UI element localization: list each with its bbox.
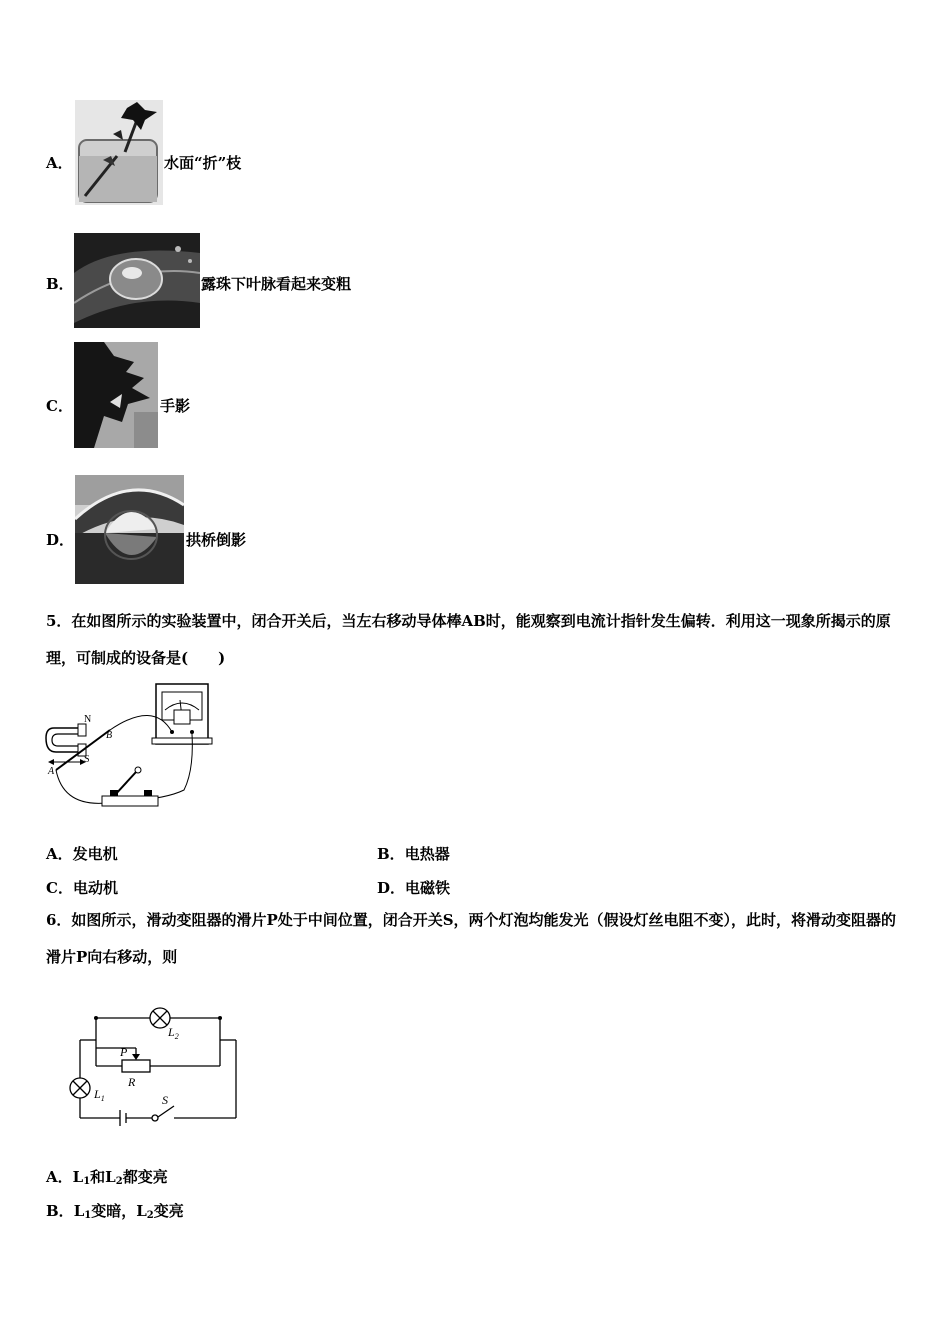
q5-option-a[interactable] [46,843,118,864]
option-text: 发电机 [72,845,118,863]
svg-text:L2 [167,1025,179,1041]
arch-bridge-reflection-photo [75,475,184,584]
q6-option-b[interactable] [46,1200,184,1221]
option-letter: A． [46,154,73,172]
label-l2: L [168,1025,175,1039]
q5-option-c[interactable] [46,877,118,898]
option-caption: 手影 [160,397,191,415]
option-subscript: 2 [146,1210,154,1221]
option-subscript: 1 [84,1210,92,1221]
hand-shadow-photo [74,342,158,448]
q5-question-text: 5．在如图所示的实验装置中，闭合开关后，当左右移动导体棒AB时，能观察到电流计指针发生偏转．利用这一现象所揭示的原理，可制成的设备是( ) [46,612,891,667]
q6-question-text: 6．如图所示，滑动变阻器的滑片P处于中间位置，闭合开关S，两个灯泡均能发光（假设灯丝电阻不变），此时，将滑动变阻器的滑片P向右移动，则 [46,911,897,966]
option-text: 变暗，L [91,1202,147,1220]
circuit-diagram [66,1000,246,1136]
label-l1: L [94,1087,101,1101]
option-text: 电热器 [404,845,450,863]
option-text: L [73,1202,85,1220]
label-r: R [128,1075,136,1089]
option-caption: 露珠下叶脉看起来变粗 [201,275,352,293]
option-letter: B． [377,845,405,863]
label-a: A [48,766,55,777]
option-text: L [72,1168,84,1186]
label-s: S [84,754,90,765]
option-letter: A． [46,845,73,863]
option-subscript: 2 [115,1176,123,1187]
option-caption: 水面“折”枝 [164,154,242,172]
q5-option-d[interactable] [377,877,450,898]
branch-in-water-photo [75,100,163,205]
option-text: 变亮 [153,1202,184,1220]
option-letter: B． [46,275,74,293]
label-b: B [106,730,113,741]
svg-text:L1 [93,1087,105,1103]
option-letter: B． [46,1202,74,1220]
option-text: 都变亮 [122,1168,168,1186]
option-subscript: 1 [83,1176,91,1187]
q5-option-b[interactable] [377,843,450,864]
label-n: N [84,714,92,725]
label-s: S [162,1093,168,1107]
option-letter: A． [46,1168,73,1186]
generator-experiment-figure [44,680,214,816]
label-l1-sub: 1 [100,1094,105,1103]
q6-option-a[interactable] [46,1166,168,1187]
option-text: 和L [90,1168,116,1186]
dewdrop-leaf-photo [74,233,200,328]
option-letter: D． [377,879,406,897]
label-l2-sub: 2 [174,1032,179,1041]
option-letter: C． [46,879,73,897]
option-text: 电磁铁 [405,879,451,897]
option-letter: D． [46,531,75,549]
option-letter: C． [46,397,73,415]
option-caption: 拱桥倒影 [186,531,247,549]
label-p: P [120,1045,128,1059]
option-text: 电动机 [72,879,118,897]
